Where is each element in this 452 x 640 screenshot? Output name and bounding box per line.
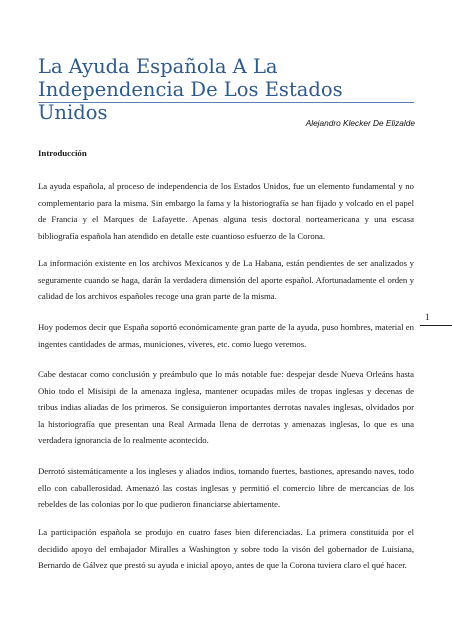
section-heading: Introducción bbox=[38, 148, 87, 158]
paragraph-3: Hoy podemos decir que España soportó económicamente gran parte de la ayuda, puso hombres, material en ingentes cantidades de armas, municiones, víveres, etc. como luego veremos. bbox=[38, 322, 414, 349]
paragraph-2: La información existente en los archivos Mexicanos y de La Habana, están pendientes de ser analizados y seguramente cuando se haga, darán la verdadera dimensión del aporte español. Afortunadamente el orden y calidad de los archivos españoles recoge una gran parte de la misma. bbox=[38, 258, 414, 302]
margin-rule bbox=[420, 325, 452, 326]
paragraph-5: Derrotó sistemáticamente a los ingleses y aliados indios, tomando fuertes, bastiones, apresando naves, todo ello con caballerosidad. Amenazó las costas inglesas y permitió el comercio libre de mercancías de los rebeldes de las colonias por lo que pudieron financiarse abiertamente. bbox=[38, 466, 414, 510]
document-title: La Ayuda Española A La Independencia De Los Estados Unidos bbox=[38, 55, 343, 124]
paragraph-4: Cabe destacar como conclusión y preámbulo que lo más notable fue: despejar desde Nueva Orleáns hasta Ohio todo el Misisipi de la amenaza inglesa, mantener ocupadas miles de tropas inglesas y decenas de tribus indias aliadas de los primeros. Se consiguieron importantes derrotas navales inglesas, olvidados por la historiografía que presentan una Real Armada llena de derrotas y amenazas inglesas, lo que es una verdadera ignorancia de lo realmente acontecido. bbox=[38, 369, 414, 446]
author-name: Alejandro Klecker De Elizalde bbox=[305, 118, 415, 128]
page-number: 1 bbox=[425, 312, 430, 322]
title-underline bbox=[38, 102, 414, 103]
paragraph-1: La ayuda española, al proceso de independencia de los Estados Unidos, fue un elemento fundamental y no complementario para la misma. Sin embargo la fama y la historiografía se han fijado y volcado en el papel de Francia y el Marques de Lafayette. Apenas alguna tesis doctoral norteamericana y una escasa bibliografía española han atendido en detalle este cuantioso esfuerzo de la Corona. bbox=[38, 181, 414, 241]
paragraph-6: La participación española se produjo en cuatro fases bien diferenciadas. La primera constituida por el decidido apoyo del embajador Miralles a Washington y sobre todo la visón del gobernador de Luisiana, Bernardo de Gálvez que prestó su ayuda e inicial apoyo, antes de que la Corona tuviera claro el qué hacer. bbox=[38, 527, 414, 571]
